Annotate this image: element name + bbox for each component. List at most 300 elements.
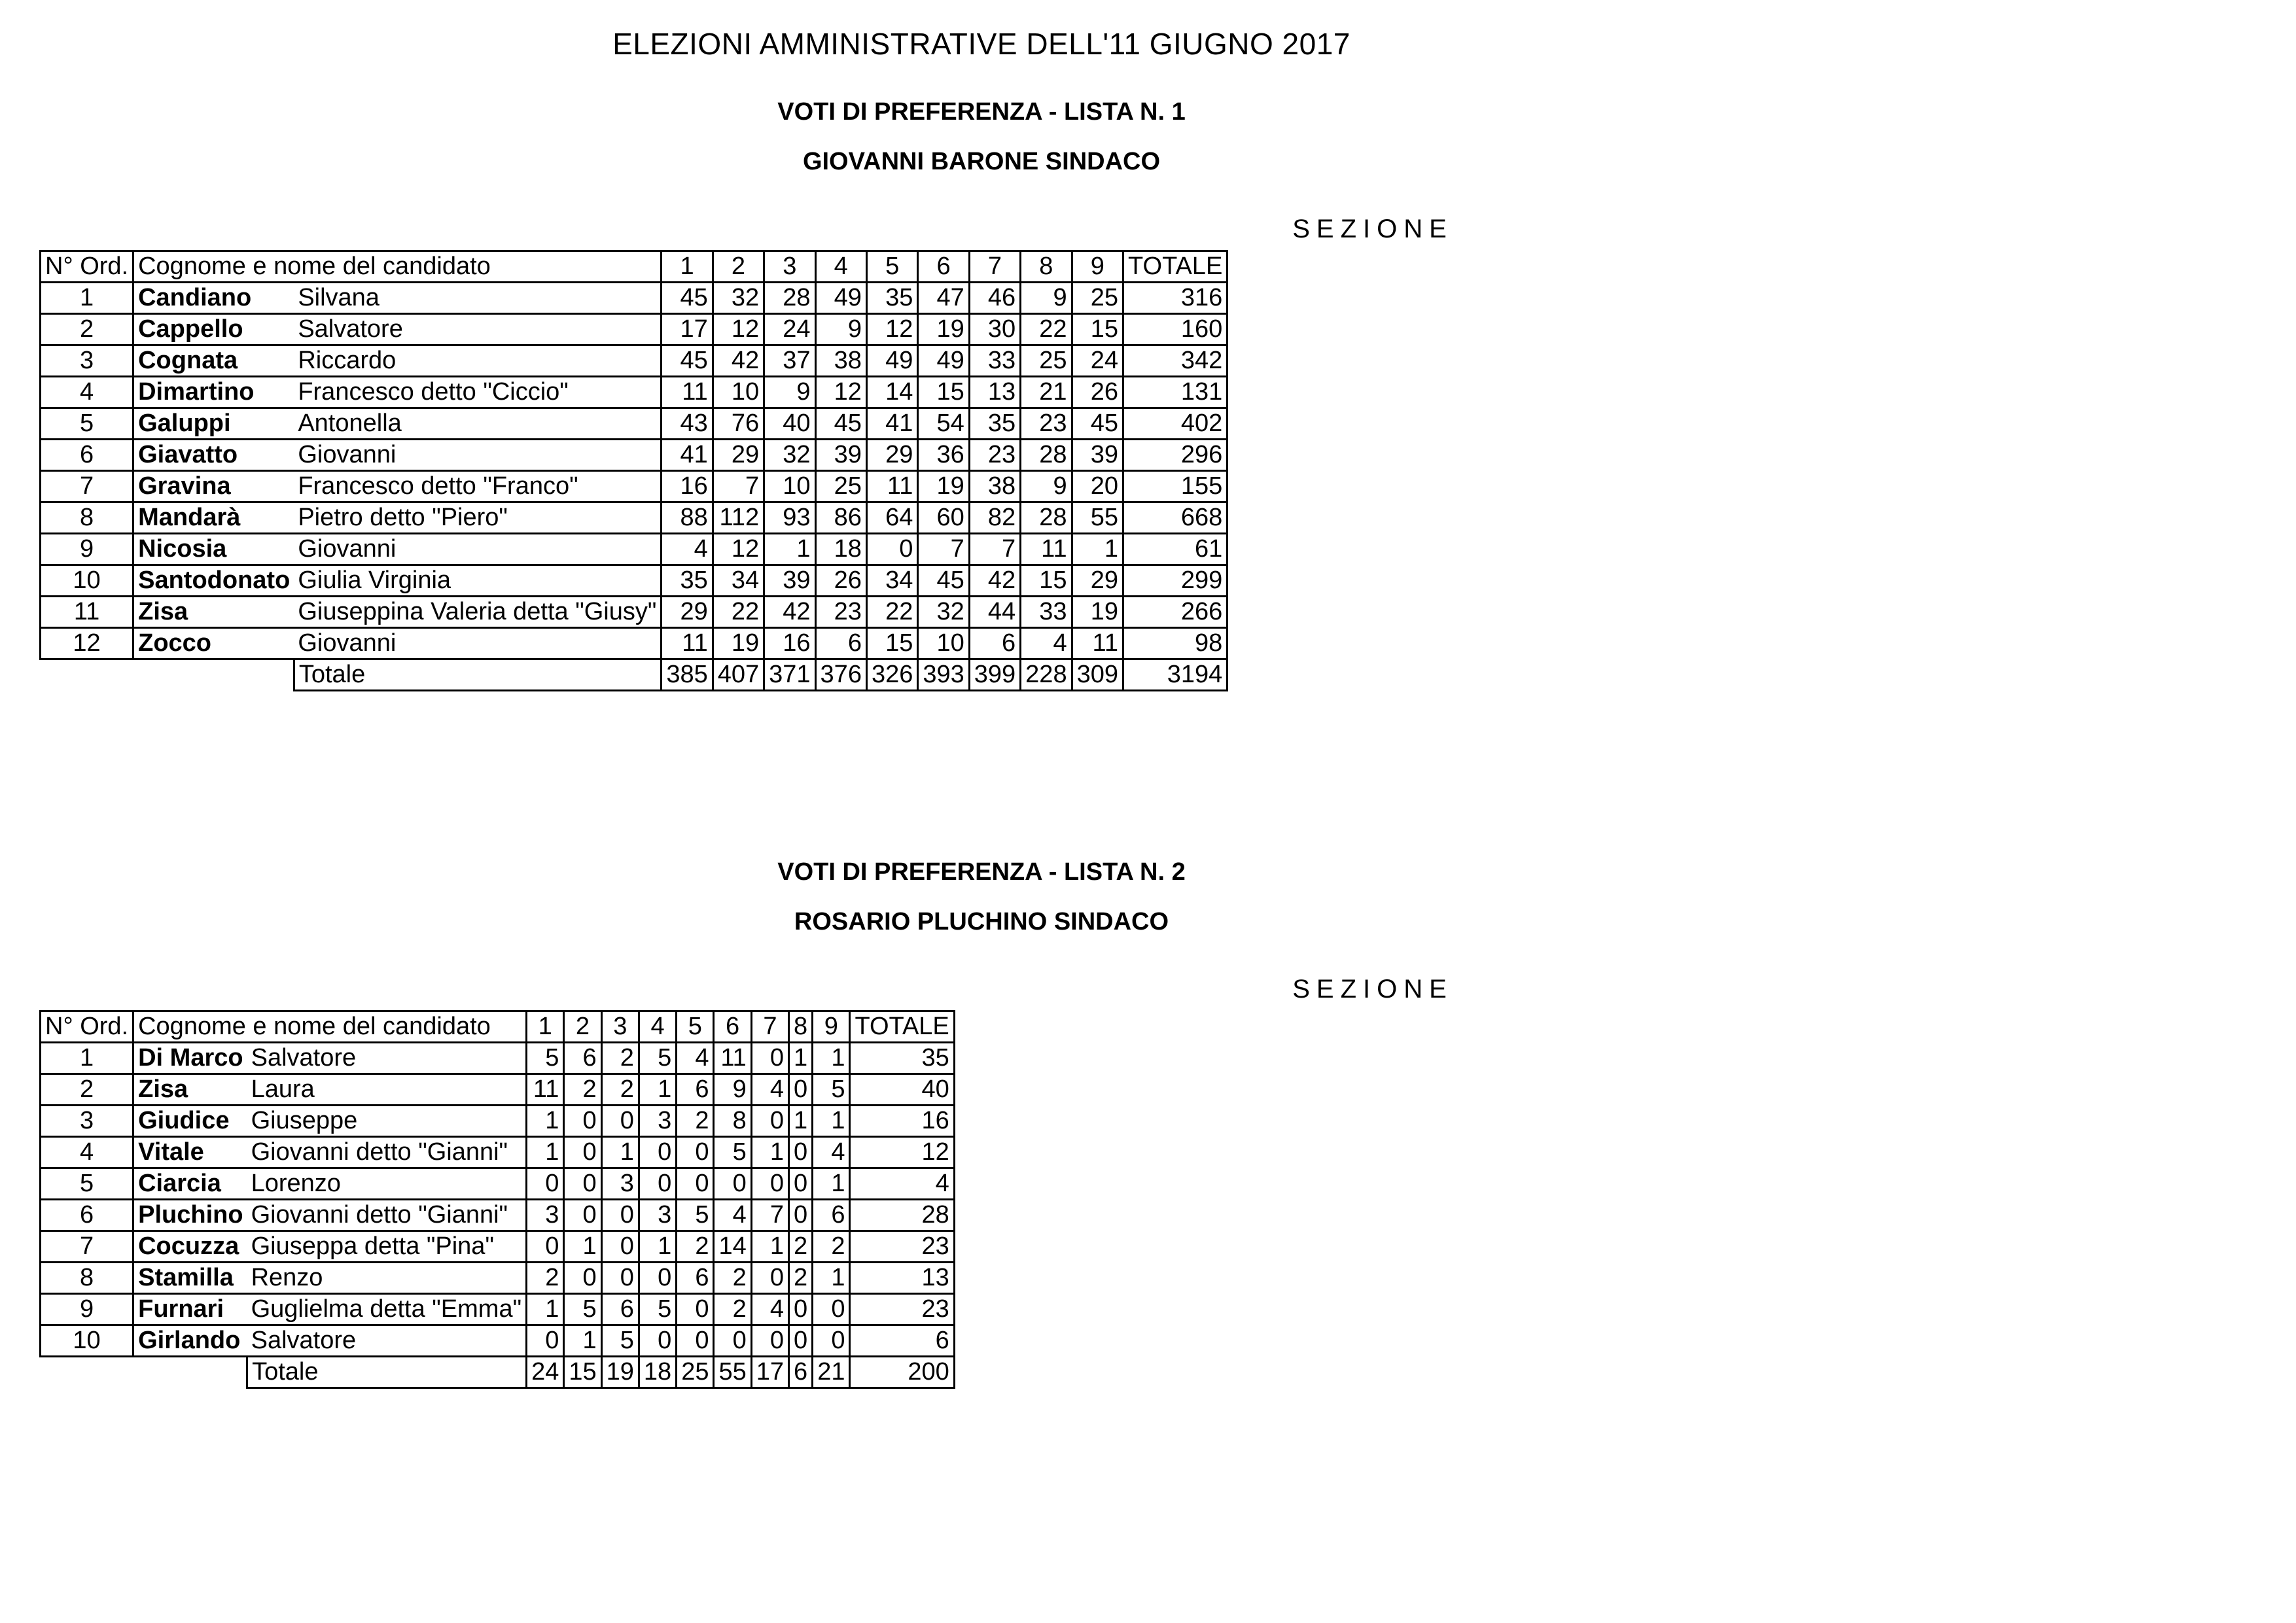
vote-cell-section-2: 19 xyxy=(713,628,764,659)
vote-cell-section-7: 35 xyxy=(969,408,1020,440)
table-row xyxy=(41,1263,955,1294)
vote-cell-section-9: 25 xyxy=(1072,283,1123,314)
vote-cell-section-3: 9 xyxy=(764,377,815,408)
vote-cell-section-5: 6 xyxy=(677,1263,714,1294)
vote-cell-section-5: 0 xyxy=(677,1137,714,1168)
sezione-label: SEZIONE xyxy=(1292,215,1453,243)
section-total-6: 393 xyxy=(918,659,969,691)
header-section-4: 4 xyxy=(815,251,866,283)
vote-cell-section-4: 12 xyxy=(815,377,866,408)
vote-cell-section-9: 1 xyxy=(813,1043,850,1074)
vote-cell-section-8: 11 xyxy=(1021,534,1072,565)
vote-cell-section-4: 18 xyxy=(815,534,866,565)
vote-cell-section-3: 16 xyxy=(764,628,815,659)
table-row xyxy=(41,408,1227,440)
vote-cell-section-9: 45 xyxy=(1072,408,1123,440)
vote-cell-section-8: 22 xyxy=(1021,314,1072,345)
candidate-surname: Mandarà xyxy=(133,502,294,534)
candidate-surname: Furnari xyxy=(133,1294,247,1325)
vote-cell-section-9: 26 xyxy=(1072,377,1123,408)
candidate-ord: 7 xyxy=(41,471,133,502)
header-candidate: Cognome e nome del candidato xyxy=(133,251,662,283)
candidate-ord: 4 xyxy=(41,1137,133,1168)
candidate-ord: 2 xyxy=(41,314,133,345)
candidate-name: Giuseppe xyxy=(247,1106,527,1137)
vote-cell-section-3: 10 xyxy=(764,471,815,502)
candidate-ord: 6 xyxy=(41,1200,133,1231)
vote-cell-section-2: 34 xyxy=(713,565,764,597)
vote-cell-section-3: 37 xyxy=(764,345,815,377)
vote-cell-section-3: 42 xyxy=(764,597,815,628)
candidate-name: Giuseppina Valeria detta "Giusy" xyxy=(294,597,662,628)
vote-cell-section-2: 12 xyxy=(713,534,764,565)
table-row xyxy=(41,314,1227,345)
vote-cell-section-5: 22 xyxy=(866,597,917,628)
candidate-ord: 8 xyxy=(41,502,133,534)
header-section-3: 3 xyxy=(601,1011,639,1043)
vote-cell-section-5: 34 xyxy=(866,565,917,597)
vote-cell-section-4: 0 xyxy=(639,1137,676,1168)
vote-cell-section-8: 23 xyxy=(1021,408,1072,440)
vote-cell-section-7: 82 xyxy=(969,502,1020,534)
vote-cell-section-5: 14 xyxy=(866,377,917,408)
vote-cell-section-9: 2 xyxy=(813,1231,850,1263)
table-row xyxy=(41,1043,955,1074)
candidate-total: 6 xyxy=(850,1325,954,1357)
vote-cell-section-3: 0 xyxy=(601,1263,639,1294)
candidate-total: 402 xyxy=(1123,408,1227,440)
candidate-surname: Santodonato xyxy=(133,565,294,597)
vote-cell-section-5: 12 xyxy=(866,314,917,345)
grand-total: 200 xyxy=(850,1357,954,1388)
table-row xyxy=(41,565,1227,597)
section-total-1: 385 xyxy=(662,659,713,691)
vote-cell-section-3: 40 xyxy=(764,408,815,440)
vote-cell-section-1: 0 xyxy=(527,1168,564,1200)
candidate-name: Salvatore xyxy=(294,314,662,345)
table-row xyxy=(41,471,1227,502)
vote-cell-section-2: 1 xyxy=(564,1325,601,1357)
vote-cell-section-9: 29 xyxy=(1072,565,1123,597)
vote-cell-section-2: 0 xyxy=(564,1137,601,1168)
section-total-8: 228 xyxy=(1021,659,1072,691)
section-total-2: 407 xyxy=(713,659,764,691)
vote-cell-section-5: 2 xyxy=(677,1231,714,1263)
candidate-ord: 12 xyxy=(41,628,133,659)
vote-cell-section-5: 2 xyxy=(677,1106,714,1137)
vote-cell-section-1: 11 xyxy=(662,377,713,408)
vote-cell-section-4: 0 xyxy=(639,1263,676,1294)
vote-cell-section-3: 28 xyxy=(764,283,815,314)
vote-cell-section-6: 5 xyxy=(714,1137,751,1168)
vote-cell-section-2: 112 xyxy=(713,502,764,534)
vote-cell-section-7: 0 xyxy=(751,1106,788,1137)
candidate-ord: 4 xyxy=(41,377,133,408)
header-section-1: 1 xyxy=(527,1011,564,1043)
header-section-8: 8 xyxy=(789,1011,813,1043)
vote-cell-section-3: 5 xyxy=(601,1325,639,1357)
vote-cell-section-7: 7 xyxy=(969,534,1020,565)
vote-cell-section-6: 0 xyxy=(714,1168,751,1200)
candidate-total: 23 xyxy=(850,1231,954,1263)
vote-cell-section-3: 6 xyxy=(601,1294,639,1325)
grand-total: 3194 xyxy=(1123,659,1227,691)
vote-cell-section-6: 2 xyxy=(714,1263,751,1294)
candidate-surname: Cappello xyxy=(133,314,294,345)
section-total-2: 15 xyxy=(564,1357,601,1388)
totals-row xyxy=(41,1357,955,1388)
vote-cell-section-8: 0 xyxy=(789,1168,813,1200)
candidate-total: 131 xyxy=(1123,377,1227,408)
header-total: TOTALE xyxy=(1123,251,1227,283)
vote-cell-section-3: 1 xyxy=(601,1137,639,1168)
candidate-total: 12 xyxy=(850,1137,954,1168)
candidate-total: 4 xyxy=(850,1168,954,1200)
vote-cell-section-5: 35 xyxy=(866,283,917,314)
vote-cell-section-7: 0 xyxy=(751,1043,788,1074)
vote-cell-section-6: 19 xyxy=(918,471,969,502)
vote-cell-section-6: 49 xyxy=(918,345,969,377)
vote-cell-section-2: 22 xyxy=(713,597,764,628)
vote-cell-section-4: 23 xyxy=(815,597,866,628)
vote-cell-section-3: 24 xyxy=(764,314,815,345)
vote-cell-section-9: 24 xyxy=(1072,345,1123,377)
candidate-name: Salvatore xyxy=(247,1043,527,1074)
vote-cell-section-6: 9 xyxy=(714,1074,751,1106)
vote-cell-section-8: 4 xyxy=(1021,628,1072,659)
vote-cell-section-6: 36 xyxy=(918,440,969,471)
vote-cell-section-1: 43 xyxy=(662,408,713,440)
vote-cell-section-9: 6 xyxy=(813,1200,850,1231)
vote-cell-section-8: 0 xyxy=(789,1137,813,1168)
table-row xyxy=(41,377,1227,408)
vote-cell-section-5: 11 xyxy=(866,471,917,502)
vote-cell-section-9: 1 xyxy=(813,1106,850,1137)
vote-cell-section-6: 19 xyxy=(918,314,969,345)
header-section-9: 9 xyxy=(1072,251,1123,283)
vote-cell-section-2: 42 xyxy=(713,345,764,377)
vote-cell-section-5: 41 xyxy=(866,408,917,440)
vote-cell-section-4: 26 xyxy=(815,565,866,597)
candidate-total: 23 xyxy=(850,1294,954,1325)
vote-cell-section-7: 1 xyxy=(751,1231,788,1263)
candidate-name: Laura xyxy=(247,1074,527,1106)
table-row xyxy=(41,1200,955,1231)
totals-label: Totale xyxy=(247,1357,527,1388)
vote-cell-section-5: 0 xyxy=(677,1325,714,1357)
header-ord: N° Ord. xyxy=(41,251,133,283)
totals-row xyxy=(41,659,1227,691)
vote-cell-section-5: 64 xyxy=(866,502,917,534)
candidate-name: Giovanni detto "Gianni" xyxy=(247,1137,527,1168)
vote-cell-section-5: 15 xyxy=(866,628,917,659)
candidate-ord: 1 xyxy=(41,283,133,314)
vote-cell-section-2: 10 xyxy=(713,377,764,408)
vote-cell-section-7: 23 xyxy=(969,440,1020,471)
section-total-7: 399 xyxy=(969,659,1020,691)
candidate-name: Riccardo xyxy=(294,345,662,377)
header-section-5: 5 xyxy=(677,1011,714,1043)
vote-cell-section-5: 29 xyxy=(866,440,917,471)
vote-cell-section-8: 15 xyxy=(1021,565,1072,597)
candidate-name: Pietro detto "Piero" xyxy=(294,502,662,534)
vote-cell-section-7: 38 xyxy=(969,471,1020,502)
section-total-4: 376 xyxy=(815,659,866,691)
candidate-name: Guglielma detta "Emma" xyxy=(247,1294,527,1325)
vote-cell-section-3: 0 xyxy=(601,1231,639,1263)
candidate-surname: Pluchino xyxy=(133,1200,247,1231)
vote-cell-section-8: 0 xyxy=(789,1294,813,1325)
vote-cell-section-1: 11 xyxy=(527,1074,564,1106)
vote-cell-section-2: 0 xyxy=(564,1168,601,1200)
mayor-heading: GIOVANNI BARONE SINDACO xyxy=(802,148,1161,175)
candidate-surname: Nicosia xyxy=(133,534,294,565)
candidate-total: 40 xyxy=(850,1074,954,1106)
vote-cell-section-8: 28 xyxy=(1021,502,1072,534)
candidate-ord: 5 xyxy=(41,408,133,440)
vote-cell-section-7: 30 xyxy=(969,314,1020,345)
header-candidate: Cognome e nome del candidato xyxy=(133,1011,527,1043)
vote-cell-section-6: 15 xyxy=(918,377,969,408)
vote-cell-section-7: 33 xyxy=(969,345,1020,377)
header-section-7: 7 xyxy=(969,251,1020,283)
candidate-name: Francesco detto "Franco" xyxy=(294,471,662,502)
vote-cell-section-2: 0 xyxy=(564,1106,601,1137)
vote-cell-section-9: 15 xyxy=(1072,314,1123,345)
vote-cell-section-8: 2 xyxy=(789,1263,813,1294)
vote-cell-section-9: 4 xyxy=(813,1137,850,1168)
vote-cell-section-1: 5 xyxy=(527,1043,564,1074)
header-ord: N° Ord. xyxy=(41,1011,133,1043)
header-section-9: 9 xyxy=(813,1011,850,1043)
vote-cell-section-9: 39 xyxy=(1072,440,1123,471)
vote-cell-section-5: 0 xyxy=(677,1168,714,1200)
vote-cell-section-6: 11 xyxy=(714,1043,751,1074)
table-row xyxy=(41,440,1227,471)
candidate-name: Giovanni xyxy=(294,534,662,565)
candidate-total: 155 xyxy=(1123,471,1227,502)
vote-cell-section-6: 32 xyxy=(918,597,969,628)
candidate-ord: 10 xyxy=(41,565,133,597)
vote-cell-section-4: 0 xyxy=(639,1168,676,1200)
vote-cell-section-4: 86 xyxy=(815,502,866,534)
table-row xyxy=(41,534,1227,565)
candidate-surname: Gravina xyxy=(133,471,294,502)
candidate-ord: 9 xyxy=(41,1294,133,1325)
vote-cell-section-6: 45 xyxy=(918,565,969,597)
vote-cell-section-9: 55 xyxy=(1072,502,1123,534)
section-total-6: 55 xyxy=(714,1357,751,1388)
candidate-name: Giovanni xyxy=(294,440,662,471)
vote-cell-section-8: 0 xyxy=(789,1074,813,1106)
table-row xyxy=(41,1294,955,1325)
vote-cell-section-6: 60 xyxy=(918,502,969,534)
table-row xyxy=(41,597,1227,628)
vote-cell-section-7: 1 xyxy=(751,1137,788,1168)
vote-cell-section-1: 0 xyxy=(527,1231,564,1263)
vote-cell-section-4: 6 xyxy=(815,628,866,659)
vote-cell-section-5: 49 xyxy=(866,345,917,377)
candidate-name: Lorenzo xyxy=(247,1168,527,1200)
candidate-ord: 3 xyxy=(41,345,133,377)
vote-cell-section-1: 88 xyxy=(662,502,713,534)
list-heading: VOTI DI PREFERENZA - LISTA N. 2 xyxy=(777,858,1186,886)
candidate-name: Renzo xyxy=(247,1263,527,1294)
header-section-7: 7 xyxy=(751,1011,788,1043)
totals-spacer xyxy=(41,659,294,691)
candidate-total: 61 xyxy=(1123,534,1227,565)
vote-cell-section-1: 17 xyxy=(662,314,713,345)
vote-cell-section-3: 1 xyxy=(764,534,815,565)
vote-cell-section-3: 2 xyxy=(601,1043,639,1074)
vote-cell-section-1: 45 xyxy=(662,283,713,314)
vote-cell-section-3: 32 xyxy=(764,440,815,471)
vote-cell-section-5: 0 xyxy=(866,534,917,565)
vote-cell-section-4: 3 xyxy=(639,1200,676,1231)
vote-cell-section-8: 1 xyxy=(789,1043,813,1074)
vote-cell-section-2: 2 xyxy=(564,1074,601,1106)
candidate-ord: 10 xyxy=(41,1325,133,1357)
vote-cell-section-7: 4 xyxy=(751,1074,788,1106)
table-row xyxy=(41,502,1227,534)
vote-cell-section-9: 19 xyxy=(1072,597,1123,628)
vote-cell-section-9: 0 xyxy=(813,1294,850,1325)
list-heading: VOTI DI PREFERENZA - LISTA N. 1 xyxy=(777,98,1186,126)
vote-cell-section-1: 0 xyxy=(527,1325,564,1357)
candidate-total: 16 xyxy=(850,1106,954,1137)
vote-cell-section-5: 5 xyxy=(677,1200,714,1231)
vote-cell-section-5: 0 xyxy=(677,1294,714,1325)
vote-cell-section-9: 1 xyxy=(1072,534,1123,565)
header-section-2: 2 xyxy=(564,1011,601,1043)
vote-cell-section-2: 76 xyxy=(713,408,764,440)
section-total-3: 19 xyxy=(601,1357,639,1388)
vote-cell-section-7: 0 xyxy=(751,1325,788,1357)
header-section-1: 1 xyxy=(662,251,713,283)
vote-cell-section-1: 35 xyxy=(662,565,713,597)
candidate-ord: 2 xyxy=(41,1074,133,1106)
candidate-surname: Zocco xyxy=(133,628,294,659)
table-row xyxy=(41,345,1227,377)
candidate-surname: Zisa xyxy=(133,597,294,628)
table-row xyxy=(41,1325,955,1357)
vote-cell-section-1: 1 xyxy=(527,1106,564,1137)
vote-cell-section-8: 1 xyxy=(789,1106,813,1137)
vote-cell-section-7: 44 xyxy=(969,597,1020,628)
candidate-surname: Galuppi xyxy=(133,408,294,440)
vote-cell-section-4: 49 xyxy=(815,283,866,314)
candidate-surname: Vitale xyxy=(133,1137,247,1168)
candidate-name: Antonella xyxy=(294,408,662,440)
vote-cell-section-8: 25 xyxy=(1021,345,1072,377)
vote-cell-section-6: 0 xyxy=(714,1325,751,1357)
vote-cell-section-1: 16 xyxy=(662,471,713,502)
vote-cell-section-6: 8 xyxy=(714,1106,751,1137)
section-total-9: 309 xyxy=(1072,659,1123,691)
vote-cell-section-4: 1 xyxy=(639,1231,676,1263)
section-total-3: 371 xyxy=(764,659,815,691)
totals-spacer xyxy=(41,1357,247,1388)
table-row xyxy=(41,1168,955,1200)
candidate-total: 35 xyxy=(850,1043,954,1074)
candidate-total: 28 xyxy=(850,1200,954,1231)
vote-cell-section-3: 3 xyxy=(601,1168,639,1200)
vote-cell-section-8: 9 xyxy=(1021,471,1072,502)
header-total: TOTALE xyxy=(850,1011,954,1043)
vote-cell-section-6: 47 xyxy=(918,283,969,314)
header-section-8: 8 xyxy=(1021,251,1072,283)
vote-cell-section-6: 10 xyxy=(918,628,969,659)
table-row xyxy=(41,1106,955,1137)
vote-cell-section-9: 5 xyxy=(813,1074,850,1106)
section-total-8: 6 xyxy=(789,1357,813,1388)
vote-cell-section-2: 32 xyxy=(713,283,764,314)
sezione-label: SEZIONE xyxy=(1292,975,1453,1003)
candidate-surname: Cocuzza xyxy=(133,1231,247,1263)
vote-cell-section-3: 0 xyxy=(601,1106,639,1137)
vote-cell-section-4: 25 xyxy=(815,471,866,502)
candidate-surname: Stamilla xyxy=(133,1263,247,1294)
candidate-name: Giulia Virginia xyxy=(294,565,662,597)
vote-cell-section-9: 20 xyxy=(1072,471,1123,502)
vote-cell-section-7: 7 xyxy=(751,1200,788,1231)
vote-cell-section-1: 41 xyxy=(662,440,713,471)
vote-cell-section-2: 6 xyxy=(564,1043,601,1074)
vote-cell-section-8: 2 xyxy=(789,1231,813,1263)
vote-cell-section-4: 5 xyxy=(639,1043,676,1074)
vote-cell-section-8: 0 xyxy=(789,1200,813,1231)
vote-cell-section-4: 3 xyxy=(639,1106,676,1137)
candidate-surname: Giavatto xyxy=(133,440,294,471)
vote-cell-section-6: 4 xyxy=(714,1200,751,1231)
candidate-ord: 5 xyxy=(41,1168,133,1200)
candidate-ord: 6 xyxy=(41,440,133,471)
candidate-surname: Zisa xyxy=(133,1074,247,1106)
vote-cell-section-9: 1 xyxy=(813,1168,850,1200)
vote-cell-section-1: 4 xyxy=(662,534,713,565)
table-header-row xyxy=(41,251,1227,283)
candidate-total: 296 xyxy=(1123,440,1227,471)
vote-cell-section-8: 9 xyxy=(1021,283,1072,314)
candidate-name: Silvana xyxy=(294,283,662,314)
vote-cell-section-3: 39 xyxy=(764,565,815,597)
candidate-ord: 7 xyxy=(41,1231,133,1263)
candidate-ord: 11 xyxy=(41,597,133,628)
vote-cell-section-4: 45 xyxy=(815,408,866,440)
vote-cell-section-2: 0 xyxy=(564,1200,601,1231)
candidate-ord: 1 xyxy=(41,1043,133,1074)
votes-table xyxy=(39,1010,955,1389)
vote-cell-section-7: 0 xyxy=(751,1168,788,1200)
vote-cell-section-4: 38 xyxy=(815,345,866,377)
vote-cell-section-4: 39 xyxy=(815,440,866,471)
vote-cell-section-4: 0 xyxy=(639,1325,676,1357)
vote-cell-section-9: 0 xyxy=(813,1325,850,1357)
section-total-5: 25 xyxy=(677,1357,714,1388)
mayor-heading: ROSARIO PLUCHINO SINDACO xyxy=(794,908,1169,935)
vote-cell-section-2: 7 xyxy=(713,471,764,502)
vote-cell-section-7: 4 xyxy=(751,1294,788,1325)
candidate-total: 342 xyxy=(1123,345,1227,377)
candidate-surname: Candiano xyxy=(133,283,294,314)
vote-cell-section-1: 29 xyxy=(662,597,713,628)
vote-cell-section-8: 0 xyxy=(789,1325,813,1357)
candidate-name: Giovanni detto "Gianni" xyxy=(247,1200,527,1231)
table-row xyxy=(41,1074,955,1106)
candidate-total: 668 xyxy=(1123,502,1227,534)
vote-cell-section-5: 4 xyxy=(677,1043,714,1074)
candidate-total: 299 xyxy=(1123,565,1227,597)
